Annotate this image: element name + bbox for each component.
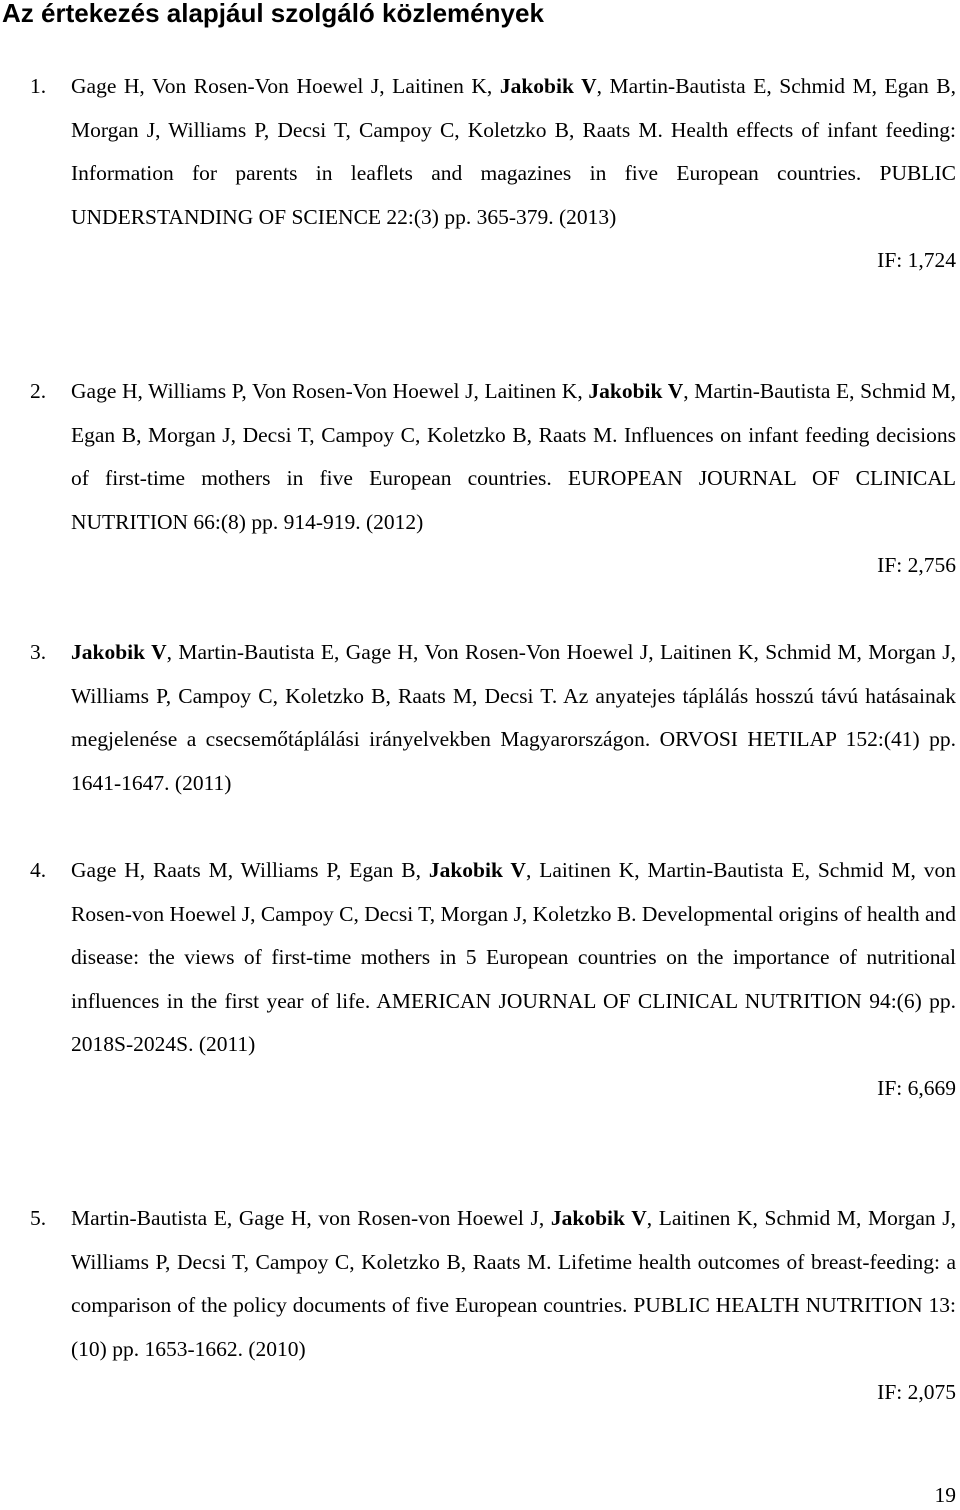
publication-number: 4. <box>30 858 47 882</box>
publication-details: , Laitinen K, Schmid M, Morgan J, Williams P, Decsi T, Campoy C, Koletzko B, Raats M. Lifetime health outcomes of breast-feeding: a comparison of the policy documents of five European countries. PUBLIC HEALTH NUTRITION 13:(10) pp. 1653-1662. (2010) <box>71 1206 956 1361</box>
publication-citation <box>71 631 956 805</box>
impact-factor: IF: 6,669 <box>877 1075 956 1100</box>
publication-number: 2. <box>30 379 47 403</box>
impact-factor: IF: 1,724 <box>877 248 956 272</box>
publication-item <box>30 370 956 588</box>
publication-authors: Gage H, Williams P, Von Rosen-Von Hoewel J, Laitinen K, <box>71 379 589 403</box>
publication-details: , Martin-Bautista E, Gage H, Von Rosen-Von Hoewel J, Laitinen K, Schmid M, Morgan J, Williams P, Campoy C, Koletzko B, Raats M, Decsi T. Az anyatejes táplálás hosszú távú hatásainak megjelenése a csecsemőtáplálási irányelvekben Magyarországon. ORVOSI HETILAP 152:(41) pp. 1641-1647. (2011) <box>71 640 957 795</box>
publication-details: , Martin-Bautista E, Schmid M, Egan B, Morgan J, Decsi T, Campoy C, Koletzko B, Raats M. Influences on infant feeding decisions of first-time mothers in five European countries. EUROPEAN JOURNAL OF CLINICAL NUTRITION 66:(8) pp. 914-919. (2012) <box>71 379 956 534</box>
highlighted-author: Jakobik V <box>428 858 526 882</box>
publication-item <box>30 1197 956 1415</box>
highlighted-author: Jakobik V <box>499 74 597 98</box>
publication-item <box>30 849 956 1110</box>
publication-details: , Laitinen K, Martin-Bautista E, Schmid M, von Rosen-von Hoewel J, Campoy C, Decsi T, Morgan J, Koletzko B. Developmental origins of health and disease: the views of first-time mothers in 5 European countries on the importance of nutritional influences in the first year of life. AMERICAN JOURNAL OF CLINICAL NUTRITION 94:(6) pp. 2018S-2024S. (2011) <box>71 858 956 1056</box>
publication-number: 3. <box>30 640 47 664</box>
page-number: 19 <box>934 1483 956 1507</box>
publication-authors: Gage H, Von Rosen-Von Hoewel J, Laitinen K, <box>71 74 500 98</box>
publication-citation <box>71 1197 956 1371</box>
page-heading: Az értekezés alapjául szolgáló közlemények <box>2 0 544 28</box>
publication-details: , Martin-Bautista E, Schmid M, Egan B, Morgan J, Williams P, Decsi T, Campoy C, Koletzko B, Raats M. Health effects of infant feeding: Information for parents in leaflets and magazines in five European countries. PUBLIC UNDERSTANDING OF SCIENCE 22:(3) pp. 365-379. (2013) <box>71 74 956 229</box>
publication-item <box>30 65 956 283</box>
highlighted-author: Jakobik V <box>71 640 167 664</box>
impact-factor: IF: 2,075 <box>877 1380 956 1404</box>
publication-authors: Gage H, Raats M, Williams P, Egan B, <box>71 858 429 882</box>
publication-citation <box>71 370 956 544</box>
publication-item <box>30 631 956 805</box>
impact-factor: IF: 2,756 <box>877 553 956 577</box>
highlighted-author: Jakobik V <box>550 1206 647 1230</box>
publication-citation <box>71 65 956 239</box>
publication-authors: Martin-Bautista E, Gage H, von Rosen-von Hoewel J, <box>71 1206 551 1230</box>
publication-number: 1. <box>30 74 47 98</box>
publication-citation <box>71 849 956 1067</box>
highlighted-author: Jakobik V <box>588 379 684 403</box>
publication-number: 5. <box>30 1206 47 1230</box>
